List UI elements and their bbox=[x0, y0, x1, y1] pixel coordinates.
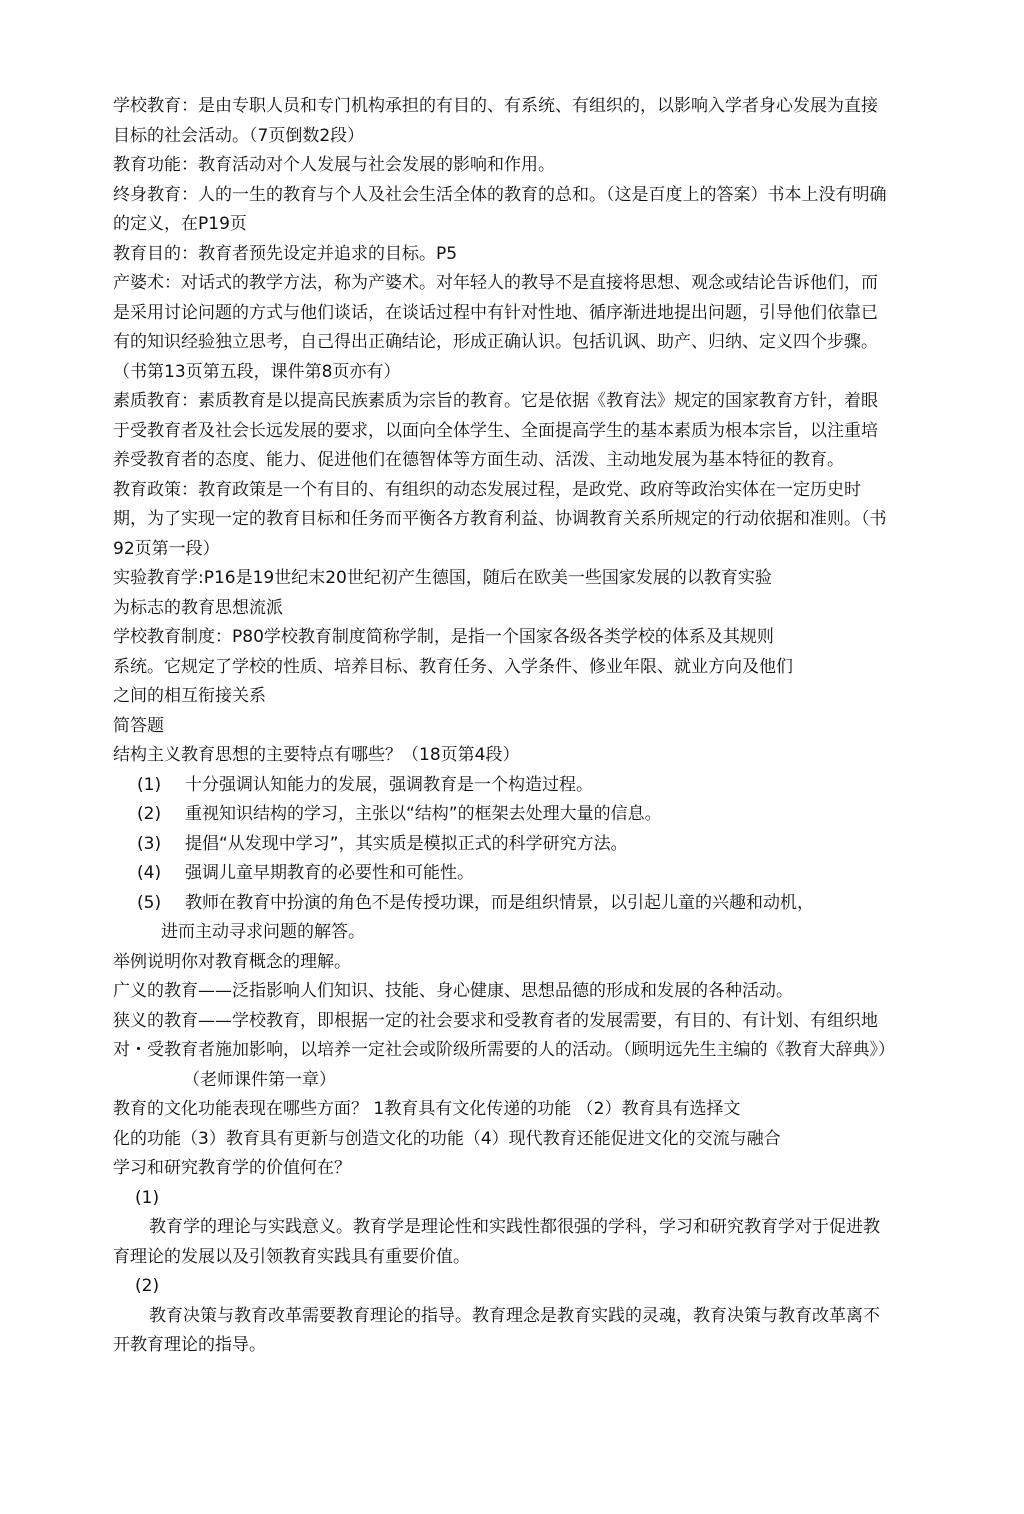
definition-education-aim: 教育目的：教育者预先设定并追求的目标。P5 bbox=[113, 243, 458, 264]
definition-school-education: 学校教育：是由专职人员和专门机构承担的有目的、有系统、有组织的，以影响入学者身心发展为直接目标的社会活动。（7页倒数2段） bbox=[113, 96, 878, 146]
point-paragraph: 教育学的理论与实践意义。教育学是理论性和实践性都很强的学科，学习和研究教育学对于促进教育理论的发展以及引领教育实践具有重要价值。 bbox=[113, 1217, 880, 1267]
question-education-concept-title: 举例说明你对教育概念的理解。 bbox=[113, 951, 351, 972]
section-title: 简答题 bbox=[113, 715, 164, 736]
question-structuralism-title: 结构主义教育思想的主要特点有哪些？（18页第4段） bbox=[113, 745, 520, 765]
document-body bbox=[113, 92, 893, 1361]
definition-quality-education: 素质教育：素质教育是以提高民族素质为宗旨的教育。它是依据《教育法》规定的国家教育方针，着眼于受教育者及社会长远发展的要求，以面向全体学生、全面提高学生的基本素质为根本宗旨，以注重培养受教育者的态度、能力、促进他们在德智体等方面生动、活泼、主动地发展为基本特征的教育。 bbox=[113, 391, 878, 470]
list-item-number: (3) bbox=[137, 833, 162, 854]
narrow-education bbox=[113, 1007, 893, 1096]
list-item-number: (1) bbox=[137, 774, 162, 795]
definition-school-system-line2: 系统。它规定了学校的性质、培养目标、教育任务、入学条件、修业年限、就业方向及他们 bbox=[113, 656, 793, 677]
definition-education-policy: 教育政策：教育政策是一个有目的、有组织的动态发展过程，是政党、政府等政治实体在一定历史时期，为了实现一定的教育目标和任务而平衡各方教育利益、协调教育关系所规定的行动依据和准则。（书92页第一段） bbox=[113, 479, 887, 559]
definition-education-function: 教育功能：教育活动对个人发展与社会发展的影响和作用。 bbox=[113, 155, 555, 175]
list-item bbox=[113, 771, 893, 801]
list-item bbox=[113, 800, 893, 830]
definition-school-system-line1: 学校教育制度：P80学校教育制度简称学制，是指一个国家各级各类学校的体系及其规则 bbox=[113, 627, 774, 647]
definition-maieutics: 产婆术：对话式的教学方法，称为产婆术。对年轻人的教导不是直接将思想、观念或结论告诉他们，而是采用讨论问题的方式与他们谈话，在谈话过程中有针对性地、循序渐进地提出问题，引导他们依靠已有的知识经验独立思考，自己得出正确结论，形成正确认识。包括讥讽、助产、归纳、定义四个步骤。（书第13页第五段，课件第8页亦有） bbox=[113, 273, 878, 382]
definition-experimental-pedagogy-line1: 实验教育学:P16是19世纪末20世纪初产生德国，随后在欧美一些国家发展的以教育实验 bbox=[113, 568, 772, 588]
list-item-text: 强调儿童早期教育的必要性和可能性。 bbox=[185, 863, 474, 883]
definition-school-system-line3: 之间的相互衔接关系 bbox=[113, 686, 266, 706]
list-item-text: 十分强调认知能力的发展，强调教育是一个构造过程。 bbox=[185, 774, 593, 795]
list-item-text: 提倡“从发现中学习”，其实质是模拟正式的科学研究方法。 bbox=[185, 833, 628, 854]
list-item-continuation: 进而主动寻求问题的解答。 bbox=[161, 922, 365, 942]
definition-experimental-pedagogy-line2: 为标志的教育思想流派 bbox=[113, 597, 283, 618]
point-number: (1) bbox=[135, 1187, 160, 1208]
list-item-text: 教师在教育中扮演的角色不是传授功课，而是组织情景，以引起儿童的兴趣和动机， bbox=[185, 892, 814, 913]
question-culture-function-line2: 化的功能（3）教育具有更新与创造文化的功能（4）现代教育还能促进文化的交流与融合 bbox=[113, 1128, 781, 1149]
definition-lifelong-education: 终身教育：人的一生的教育与个人及社会生活全体的教育的总和。（这是百度上的答案）书本上没有明确的定义，在P19页 bbox=[113, 184, 887, 234]
list-item bbox=[113, 889, 893, 919]
narrow-education-text: 狭义的教育——学校教育，即根据一定的社会要求和受教育者的发展需要，有目的、有计划、有组织地对・受教育者施加影响，以培养一定社会或阶级所需要的人的活动。（顾明远先生主编的《教育大辞典》） bbox=[113, 1010, 895, 1060]
list-item-number: (5) bbox=[137, 892, 162, 913]
list-item bbox=[113, 830, 893, 860]
point-paragraph: 教育决策与教育改革需要教育理论的指导。教育理念是教育实践的灵魂，教育决策与教育改革离不开教育理论的指导。 bbox=[113, 1305, 880, 1355]
broad-education: 广义的教育——泛指影响人们知识、技能、身心健康、思想品德的形成和发展的各种活动。 bbox=[113, 981, 793, 1001]
list-item-text: 重视知识结构的学习，主张以“结构”的框架去处理大量的信息。 bbox=[185, 804, 662, 824]
question-culture-function-line1: 教育的文化功能表现在哪些方面？ 1教育具有文化传递的功能 （2）教育具有选择文 bbox=[113, 1099, 741, 1119]
question-pedagogy-value-title: 学习和研究教育学的价值何在？ bbox=[113, 1158, 351, 1178]
list-item bbox=[113, 859, 893, 889]
list-item-number: (2) bbox=[137, 804, 162, 824]
list-item-number: (4) bbox=[137, 863, 162, 883]
point-number: (2) bbox=[135, 1276, 160, 1296]
narrow-education-source: （老师课件第一章） bbox=[183, 1069, 336, 1090]
